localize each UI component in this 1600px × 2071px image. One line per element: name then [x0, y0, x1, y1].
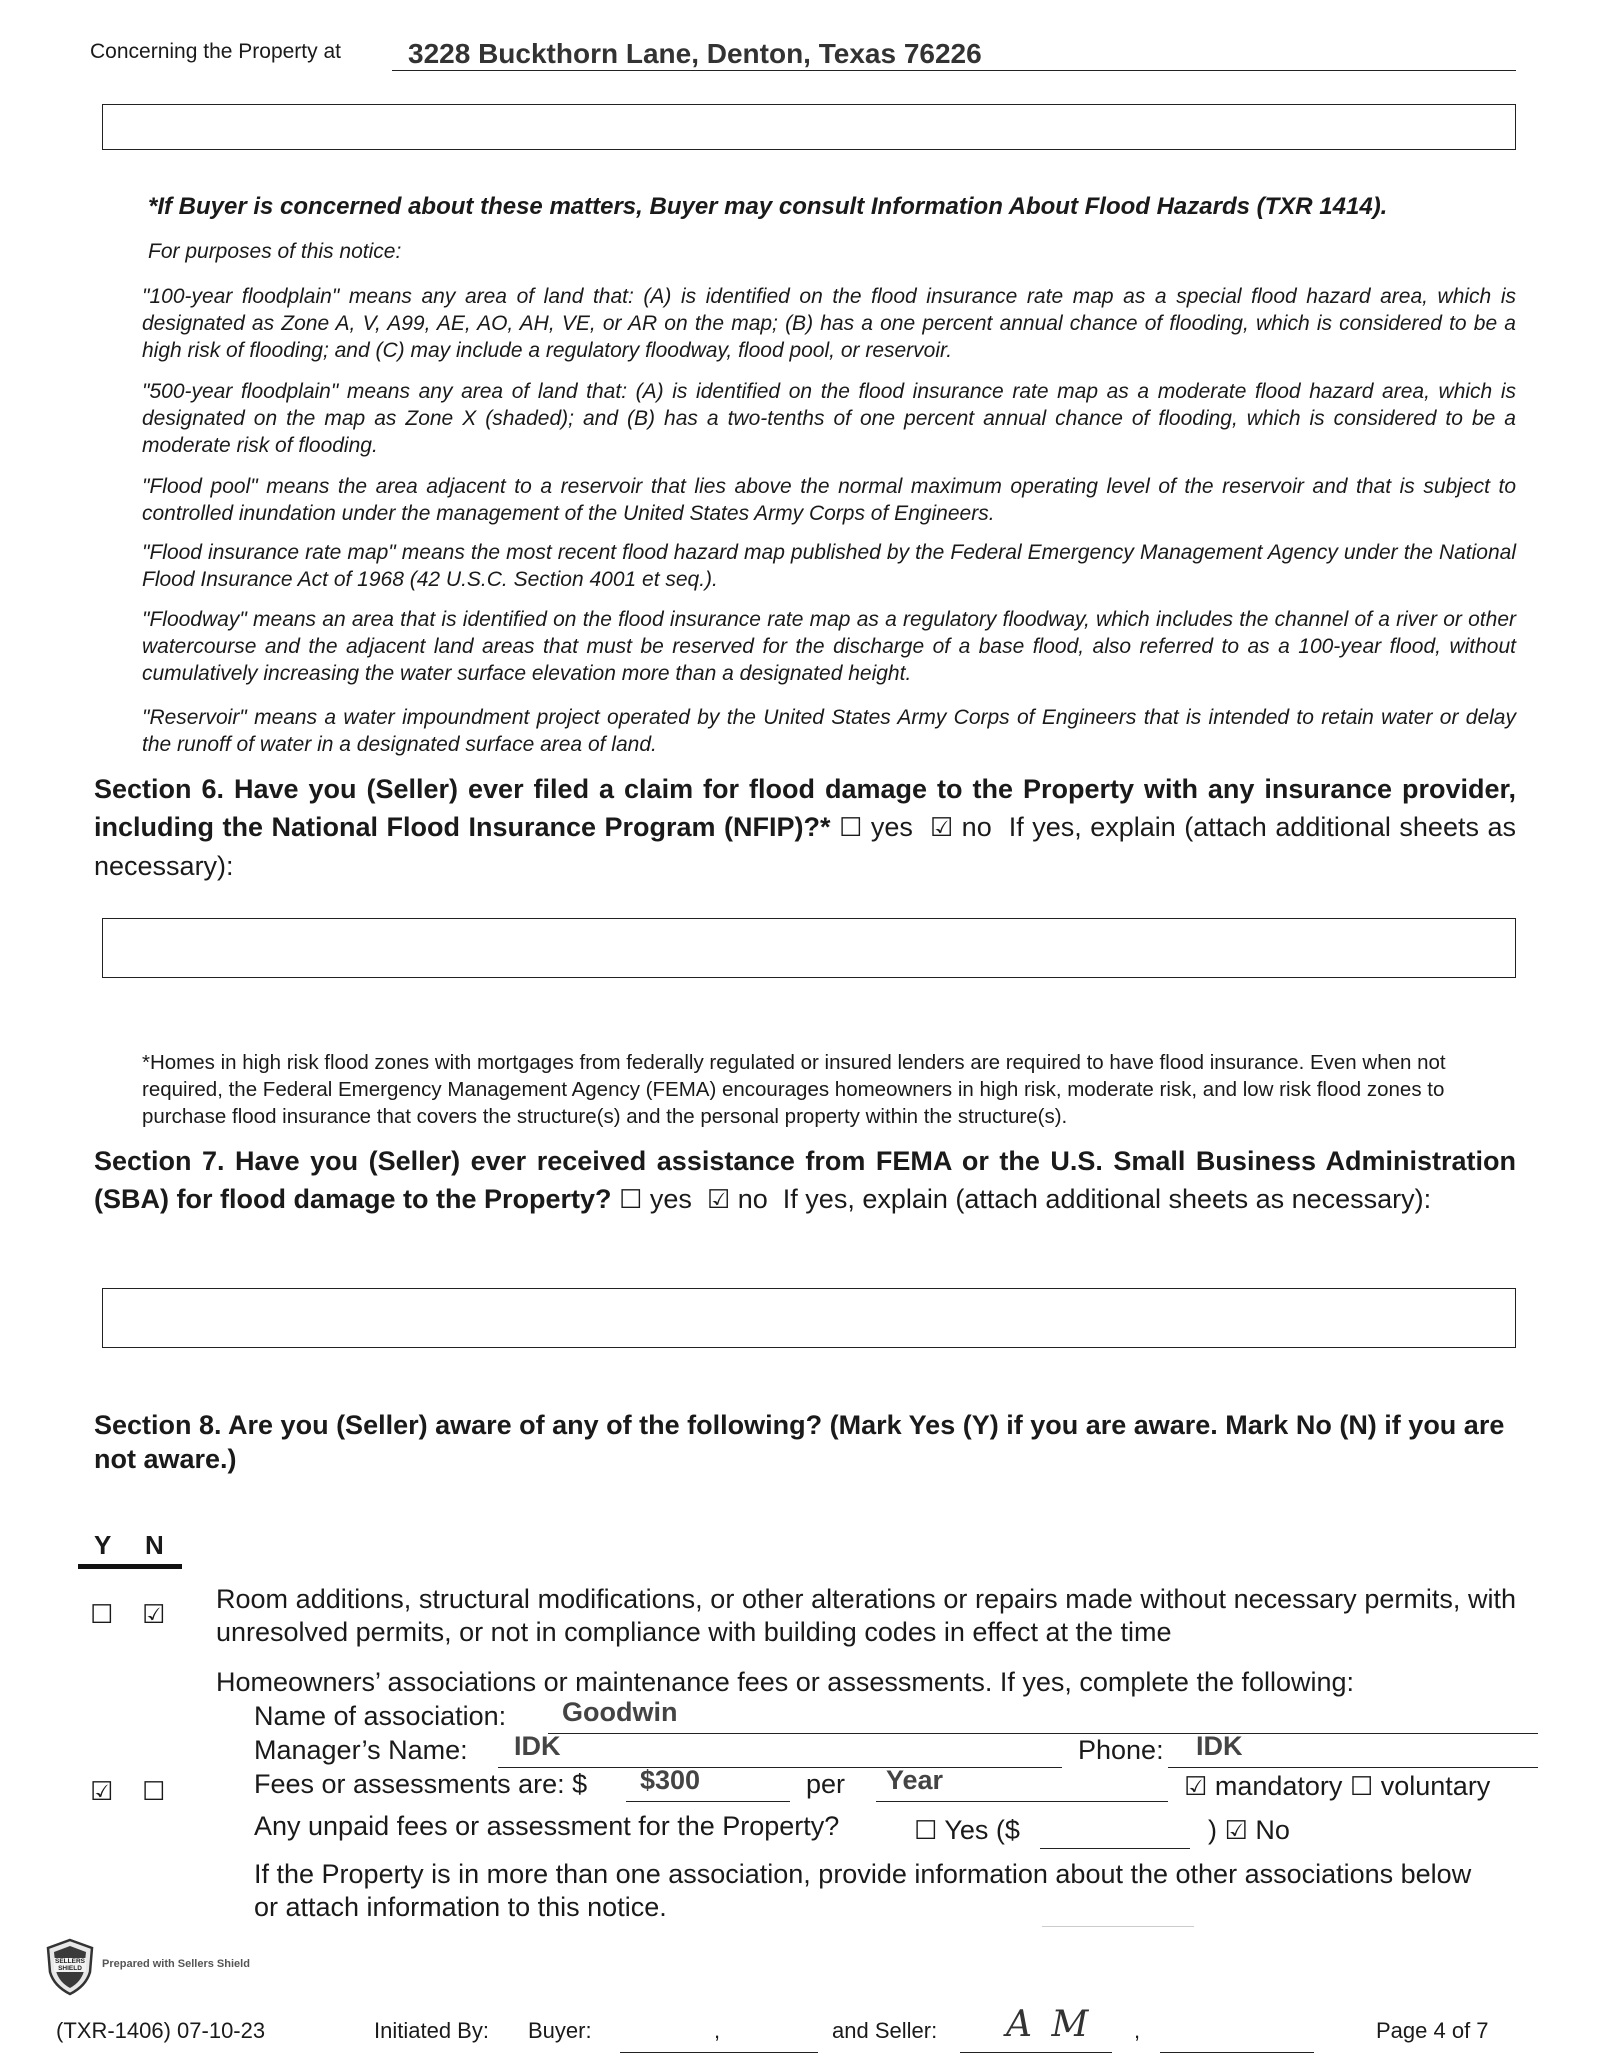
- definition-flood-pool: "Flood pool" means the area adjacent to a reservoir that lies above the normal maximum operating level of the reservoir and that is subject to controlled inundation under the management of the United States Army Corps of Engineers.: [142, 475, 1516, 525]
- mandatory-checkbox[interactable]: ☑: [1184, 1772, 1208, 1802]
- voluntary-checkbox[interactable]: ☐: [1349, 1772, 1374, 1802]
- purposes-intro: For purposes of this notice:: [148, 240, 402, 263]
- item1-y-checkbox[interactable]: ☐: [90, 1600, 114, 1630]
- item2-y-checkbox[interactable]: ☑: [90, 1777, 114, 1807]
- property-address[interactable]: 3228 Buckthorn Lane, Denton, Texas 76226: [408, 38, 982, 69]
- buyer-comma: ,: [714, 2018, 721, 2043]
- per-line: [876, 1801, 1168, 1802]
- definition-100-year-floodplain: "100-year floodplain" means any area of land that: (A) is identified on the flood insurance rate map as a special flood hazard area, which is designated as Zone A, V, A99, AE, AO, AH, VE, or AR on the map; (B) has a one percent annual chance of flooding, which is considered to be a high risk of flooding; and (C) may include a regulatory floodway, flood pool, or reservoir.: [142, 285, 1516, 362]
- section7-explain: If yes, explain (attach additional sheets as necessary):: [782, 1184, 1432, 1214]
- item1-text: Room additions, structural modifications, or other alterations or repairs made without necessary permits, with unresolved permits, or not in compliance with building codes in effect at the time: [216, 1584, 1516, 1647]
- assoc-name-line: [548, 1733, 1538, 1734]
- unpaid-amount-line[interactable]: [1040, 1848, 1190, 1849]
- buyer-flood-note: *If Buyer is concerned about these matters, Buyer may consult Information About Flood Hazards (TXR 1414).: [148, 193, 1388, 220]
- mandatory-voluntary-group: [1184, 1770, 1490, 1804]
- sellers-shield-logo: [44, 1938, 96, 1996]
- section7-explain-box[interactable]: [102, 1288, 1516, 1348]
- buyer-initial-line-1[interactable]: [620, 2052, 818, 2053]
- phone-label: Phone:: [1078, 1735, 1164, 1765]
- page-number: Page 4 of 7: [1376, 2018, 1489, 2043]
- unpaid-fees-label: Any unpaid fees or assessment for the Property?: [254, 1811, 840, 1841]
- section6-explain-box[interactable]: [102, 918, 1516, 978]
- section7-no-checkbox[interactable]: ☑: [706, 1185, 731, 1215]
- faint-line: [1042, 1926, 1194, 1927]
- shield-badge-text: SELLERS SHIELD: [55, 1958, 85, 1972]
- voluntary-label: voluntary: [1380, 1771, 1491, 1801]
- fees-line: [626, 1801, 790, 1802]
- column-y-header: Y: [94, 1530, 112, 1560]
- unpaid-yes-group: [914, 1814, 1020, 1848]
- seller-initials-signature: A M: [1006, 2004, 1093, 2045]
- section6-no-checkbox[interactable]: ☑: [929, 813, 954, 843]
- per-label: per: [806, 1769, 846, 1799]
- assoc-name-value[interactable]: Goodwin: [562, 1697, 678, 1727]
- manager-name-label: Manager’s Name:: [254, 1735, 468, 1765]
- section7-yes-checkbox[interactable]: ☐: [619, 1185, 643, 1215]
- section6-bold: Section 6. Have you (Seller) ever filed a claim for flood damage to the Property with any insurance provider, including the National Flood Insurance Program (NFIP)?*: [94, 774, 1516, 842]
- definition-floodway: "Floodway" means an area that is identified on the flood insurance rate map as a regulatory floodway, which includes the channel of a river or other watercourse and the adjacent land areas that must be reserved for the discharge of a base flood, also referred to as a 100-year flood, without cumulatively increasing the water surface elevation more than a designated height.: [142, 608, 1516, 685]
- form-id: (TXR-1406) 07-10-23: [56, 2018, 266, 2043]
- definition-reservoir: "Reservoir" means a water impoundment project operated by the United States Army Corps of Engineers that is intended to retain water or delay the runoff of water in a designated surface area of land.: [142, 706, 1516, 756]
- section6-explain: If yes, explain (attach additional sheets as necessary):: [94, 812, 1516, 881]
- section7-no-label: no: [737, 1184, 768, 1214]
- property-label: Concerning the Property at: [90, 40, 341, 63]
- prepared-with-text: Prepared with Sellers Shield: [102, 1958, 250, 1970]
- yn-header-rule: [78, 1564, 182, 1569]
- per-value[interactable]: Year: [886, 1765, 944, 1795]
- section7-yes-label: yes: [649, 1184, 692, 1214]
- item2-n-checkbox[interactable]: ☐: [142, 1777, 166, 1807]
- phone-line: [1168, 1767, 1538, 1768]
- unpaid-yes-label: Yes ($: [944, 1815, 1020, 1845]
- buyer-label: Buyer:: [528, 2018, 592, 2043]
- section5-explain-box[interactable]: [102, 104, 1516, 150]
- multi-association-text: If the Property is in more than one association, provide information about the other associations below or attach information to this notice.: [254, 1859, 1472, 1922]
- mandatory-label: mandatory: [1214, 1771, 1343, 1801]
- item1-n-checkbox[interactable]: ☑: [142, 1600, 166, 1630]
- seller-label: and Seller:: [832, 2018, 938, 2043]
- section7-question: [94, 1142, 1516, 1219]
- fees-label: Fees or assessments are: $: [254, 1769, 588, 1799]
- unpaid-no-checkbox[interactable]: ☑: [1224, 1816, 1248, 1846]
- flood-insurance-footnote: *Homes in high risk flood zones with mortgages from federally regulated or insured lenders are required to have flood insurance. Even when not required, the Federal Emergency Management Agency (FEMA) encourages homeowners in high risk, moderate risk, and low risk flood zones to purchase flood insurance that covers the structure(s) and the personal property within the structure(s).: [142, 1051, 1446, 1128]
- section6-yes-checkbox[interactable]: ☐: [839, 813, 863, 843]
- fees-value[interactable]: $300: [640, 1765, 701, 1795]
- assoc-name-label: Name of association:: [254, 1701, 507, 1731]
- manager-name-value[interactable]: IDK: [514, 1731, 561, 1761]
- definition-500-year-floodplain: "500-year floodplain" means any area of land that: (A) is identified on the flood insurance rate map as a moderate flood hazard area, which is designated on the map as Zone X (shaded); and (B) has a two-tenths of one percent annual chance of flooding, which is considered to be a moderate risk of flooding.: [142, 380, 1516, 457]
- column-n-header: N: [145, 1530, 164, 1560]
- item2-text: Homeowners’ associations or maintenance fees or assessments. If yes, complete the following:: [216, 1667, 1355, 1697]
- unpaid-close-paren: ): [1208, 1815, 1217, 1845]
- unpaid-no-label: No: [1255, 1815, 1290, 1845]
- seller-initial-line-2[interactable]: [1160, 2052, 1314, 2053]
- section6-question: [94, 770, 1516, 885]
- phone-value[interactable]: IDK: [1196, 1731, 1243, 1761]
- address-underline: [392, 70, 1516, 71]
- section8-heading: Section 8. Are you (Seller) aware of any of the following? (Mark Yes (Y) if you are aware. Mark No (N) if you are not aware.): [94, 1410, 1505, 1474]
- seller-comma: ,: [1134, 2018, 1141, 2043]
- definition-flood-insurance-rate-map: "Flood insurance rate map" means the most recent flood hazard map published by the Federal Emergency Management Agency under the National Flood Insurance Act of 1968 (42 U.S.C. Section 4001 et seq.).: [142, 541, 1516, 591]
- seller-initial-line-1[interactable]: [960, 2052, 1112, 2053]
- unpaid-yes-checkbox[interactable]: ☐: [914, 1816, 938, 1846]
- section6-yes-label: yes: [870, 812, 913, 842]
- section6-no-label: no: [961, 812, 992, 842]
- unpaid-no-group: [1208, 1814, 1290, 1848]
- initiated-by-label: Initiated By:: [374, 2018, 489, 2043]
- section7-bold: Section 7. Have you (Seller) ever received assistance from FEMA or the U.S. Small Business Administration (SBA) for flood damage to the Property?: [94, 1146, 1516, 1214]
